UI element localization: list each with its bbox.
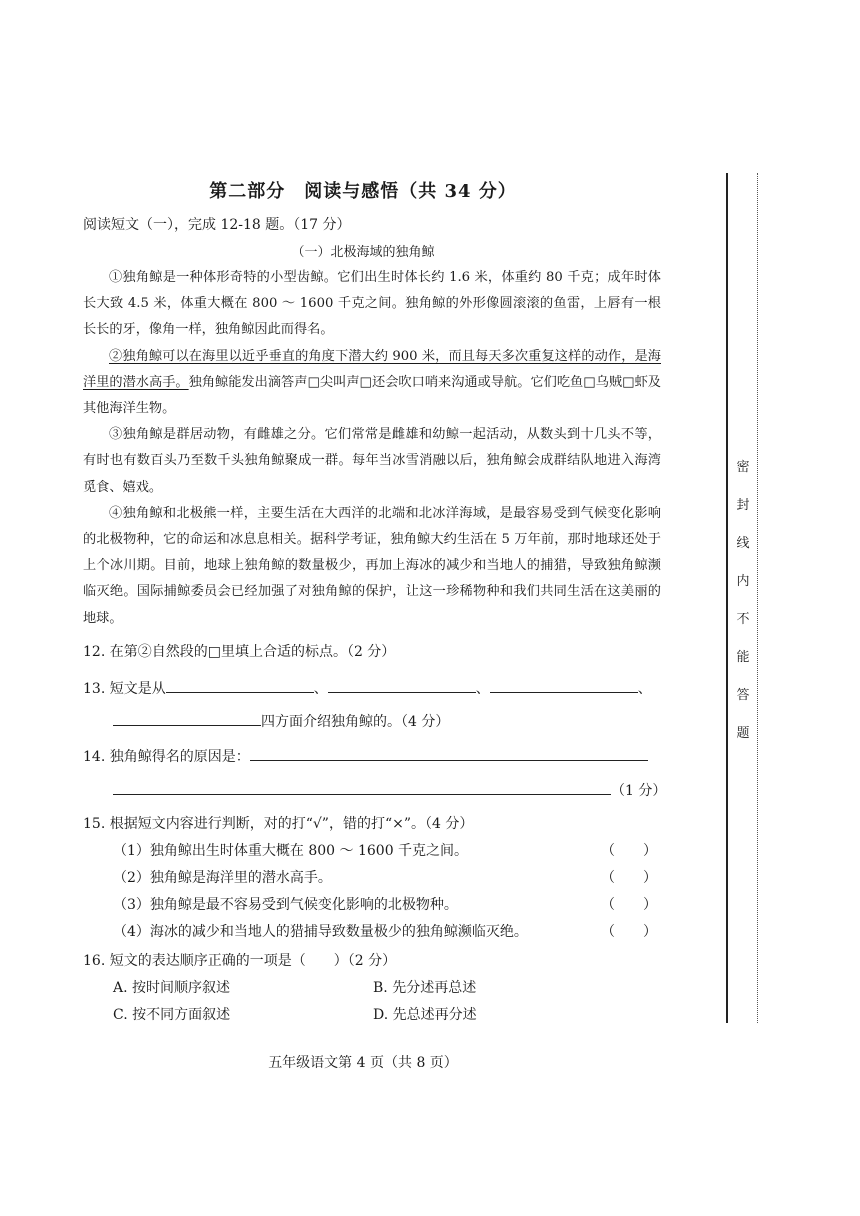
answer-line-14-2[interactable] bbox=[113, 780, 611, 795]
page-footer: 五年级语文第 4 页（共 8 页） bbox=[268, 1055, 458, 1071]
seal-char: 内 bbox=[736, 574, 750, 589]
judge-item-4: （4）海冰的减少和当地人的猎捕导致数量极少的独角鲸濒临灭绝。 bbox=[113, 924, 528, 940]
question-16: 16. 短文的表达顺序正确的一项是（ ）（2 分） bbox=[83, 953, 397, 969]
question-13-label: 13. 短文是从 bbox=[83, 681, 166, 697]
judge-item-2: （2）独角鲸是海洋里的潜水高手。 bbox=[113, 870, 332, 886]
section-title: 第二部分 阅读与感悟（共 34 分） bbox=[209, 181, 517, 202]
seal-char: 封 bbox=[736, 498, 750, 513]
passage-title: （一）北极海域的独角鲸 bbox=[291, 245, 435, 260]
answer-line-14-1[interactable] bbox=[250, 746, 648, 761]
seal-char: 能 bbox=[736, 650, 750, 665]
judge-item-1: （1）独角鲸出生时体重大概在 800 ～ 1600 千克之间。 bbox=[113, 843, 469, 859]
seal-char: 答 bbox=[736, 688, 750, 703]
passage bbox=[83, 265, 661, 632]
question-14-label: 14. 独角鲸得名的原因是： bbox=[83, 749, 250, 765]
seal-char: 不 bbox=[736, 612, 750, 627]
question-14 bbox=[83, 746, 648, 766]
separator: 、 bbox=[313, 681, 328, 697]
seal-dotted-line bbox=[757, 173, 758, 1023]
option-b[interactable]: B. 先分述再总述 bbox=[373, 980, 477, 996]
answer-blank-13-4[interactable] bbox=[113, 711, 261, 726]
paragraph-2-rest: 独角鲸能发出滴答声□尖叫声□还会吹口哨来沟通或导航。它们吃鱼□乌贼□虾及其他海洋生物。 bbox=[83, 374, 661, 417]
answer-paren-4[interactable]: （ ） bbox=[601, 924, 657, 940]
question-13-tail: 四方面介绍独角鲸的。（4 分） bbox=[261, 714, 450, 730]
option-a[interactable]: A. 按时间顺序叙述 bbox=[113, 980, 231, 996]
underlined-sentence: ②独角鲸可以在海里以近乎垂直的角度下潜大约 900 米，而且每天多次重复这样的动作，是海洋里的潜水高手。 bbox=[83, 348, 661, 390]
answer-blank-13-1[interactable] bbox=[166, 678, 314, 693]
judge-item-3: （3）独角鲸是最不容易受到气候变化影响的北极物种。 bbox=[113, 897, 458, 913]
paragraph-4: ④独角鲸和北极熊一样，主要生活在大西洋的北端和北冰洋海域，是最容易受到气候变化影响的北极物种，它的命运和冰息息相关。据科学考证，独角鲸大约生活在 5 万年前，那时地球还处于上个冰川期。目前，地球上独角鲸的数量极少，再加上海冰的减少和当地人的捕猎，导致独角鲸濒临灭绝。国际捕鲸委员会已经加强了对独角鲸的保护，让这一珍稀物种和我们共同生活在这美丽的地球。 bbox=[83, 505, 661, 626]
answer-blank-13-2[interactable] bbox=[328, 678, 476, 693]
paragraph-3: ③独角鲸是群居动物，有雌雄之分。它们常常是雌雄和幼鲸一起活动，从数头到十几头不等，有时也有数百头乃至数千头独角鲸聚成一群。每年当冰雪消融以后，独角鲸会成群结队地进入海湾觅食、嬉戏。 bbox=[83, 427, 661, 495]
separator: 、 bbox=[475, 681, 490, 697]
seal-char: 密 bbox=[736, 460, 750, 475]
reading-intro: 阅读短文（一），完成 12-18 题。（17 分） bbox=[83, 217, 351, 233]
answer-paren-2[interactable]: （ ） bbox=[601, 870, 657, 886]
question-13 bbox=[83, 678, 652, 698]
question-13-line-2 bbox=[113, 711, 449, 731]
binding-line bbox=[726, 173, 728, 1023]
question-15: 15. 根据短文内容进行判断，对的打“√”，错的打“×”。（4 分） bbox=[83, 816, 474, 832]
question-14-score: （1 分） bbox=[611, 783, 667, 799]
answer-blank-13-3[interactable] bbox=[490, 678, 638, 693]
answer-paren-3[interactable]: （ ） bbox=[601, 897, 657, 913]
separator: 、 bbox=[637, 681, 652, 697]
seal-char: 线 bbox=[736, 536, 750, 551]
option-c[interactable]: C. 按不同方面叙述 bbox=[113, 1007, 231, 1023]
question-14-line-2 bbox=[113, 780, 666, 800]
paragraph-2 bbox=[83, 344, 661, 423]
answer-paren-1[interactable]: （ ） bbox=[601, 843, 657, 859]
paragraph-1: ①独角鲸是一种体形奇特的小型齿鲸。它们出生时体长约 1.6 米，体重约 80 千克；成年时体长大致 4.5 米，体重大概在 800 ～ 1600 千克之间。独角鲸的外形像圆滚滚的鱼雷，上唇有一根长长的牙，像角一样，独角鲸因此而得名。 bbox=[83, 270, 661, 338]
option-d[interactable]: D. 先总述再分述 bbox=[373, 1007, 477, 1023]
question-12: 12. 在第②自然段的□里填上合适的标点。（2 分） bbox=[83, 644, 396, 660]
seal-char: 题 bbox=[736, 726, 750, 741]
